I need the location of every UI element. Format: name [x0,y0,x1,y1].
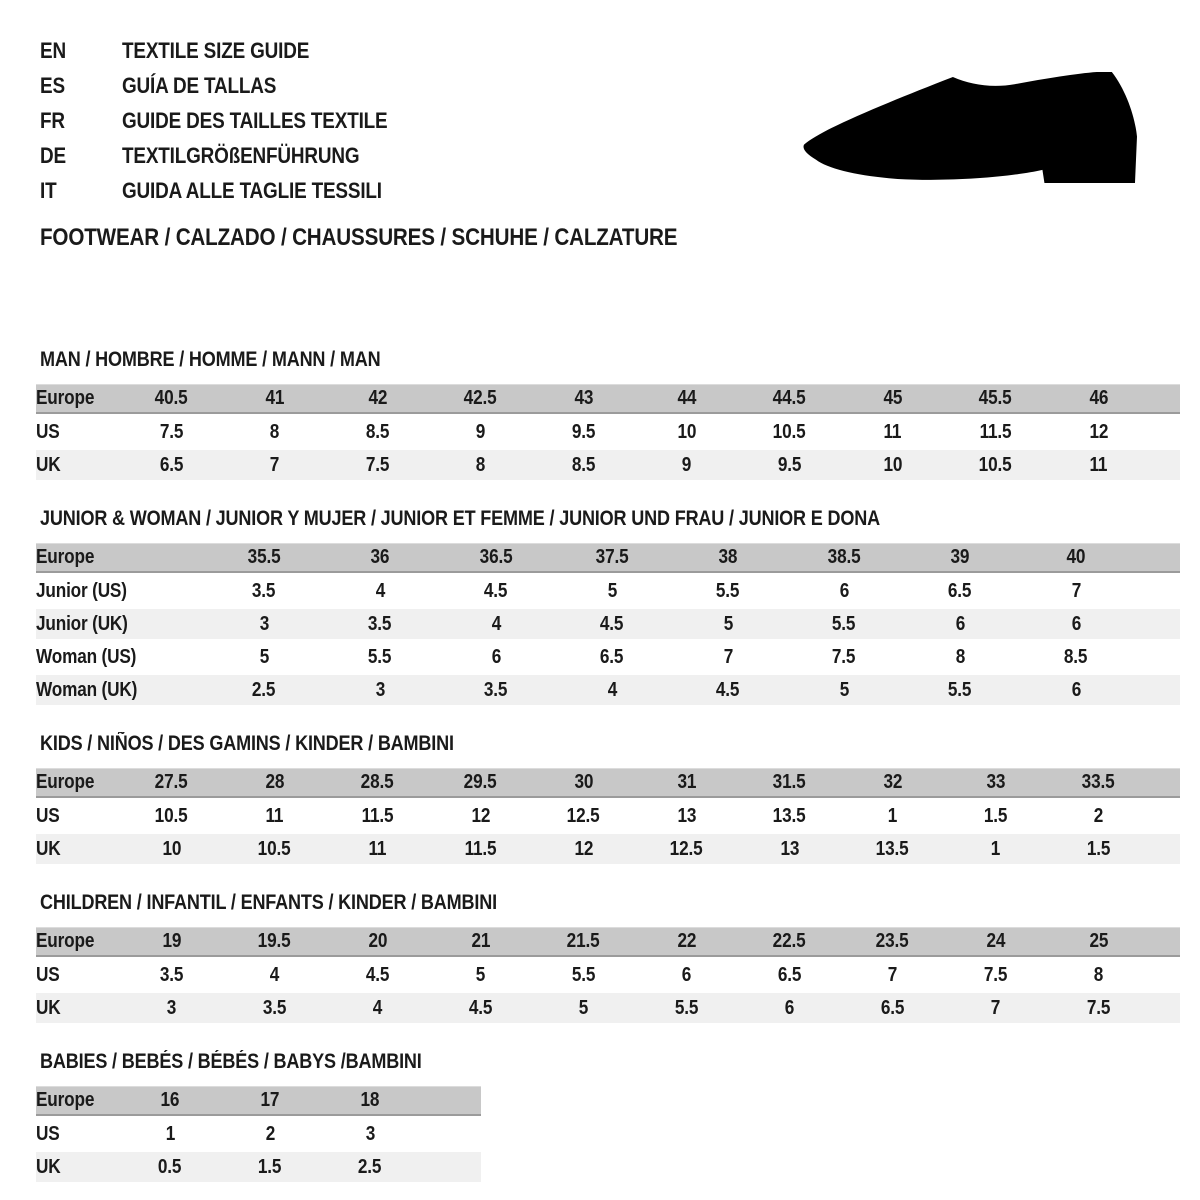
size-cell: 7.5 [1047,993,1150,1023]
size-cell: 0.5 [120,1152,220,1182]
size-cell: 6.5 [120,450,223,480]
size-cell: 12.5 [635,834,738,864]
filler-cell [420,1119,481,1149]
size-cell: 35.5 [206,543,322,573]
size-cell: 5 [206,642,322,672]
size-cell: 7 [1018,576,1134,606]
section-children [36,891,1180,1026]
size-cell: 3.5 [322,609,438,639]
size-cell: 4 [326,993,429,1023]
table-row [36,801,1180,831]
section-title: BABIES / BEBÉS / BÉBÉS / BABYS /BAMBINI [40,1050,422,1073]
row-label: Europe [36,1086,120,1116]
row-label: Europe [36,927,120,957]
size-cell: 1 [944,834,1047,864]
size-cell: 8.5 [532,450,635,480]
size-cell: 11.5 [326,801,429,831]
section-title: CHILDREN / INFANTIL / ENFANTS / KINDER / BAMBINI [40,891,497,914]
guide-title: TEXTILGRÖßENFÜHRUNG [122,143,360,168]
size-cell: 33.5 [1047,768,1150,798]
size-cell: 18 [320,1086,420,1116]
size-cell: 10 [635,417,738,447]
size-cell: 8.5 [326,417,429,447]
size-cell: 6 [902,609,1018,639]
filler-cell [1150,417,1180,447]
row-label: UK [36,834,120,864]
size-cell: 31 [635,768,738,798]
row-label: Woman (US) [36,642,206,672]
size-cell: 11.5 [944,417,1047,447]
table-row [36,1086,481,1116]
size-cell: 42.5 [429,384,532,414]
size-cell: 4.5 [554,609,670,639]
size-cell: 31.5 [738,768,841,798]
size-cell: 4.5 [438,576,554,606]
table-row [36,927,1180,957]
size-cell: 12 [1047,417,1150,447]
language-code: ES [40,73,65,98]
size-cell: 28 [223,768,326,798]
size-cell: 21 [429,927,532,957]
filler-cell [1150,768,1180,798]
size-cell: 3 [322,675,438,705]
size-cell: 2.5 [320,1152,420,1182]
size-cell: 7 [944,993,1047,1023]
size-cell: 5 [532,993,635,1023]
filler-cell [1150,801,1180,831]
size-cell: 17 [220,1086,320,1116]
size-cell: 44 [635,384,738,414]
size-cell: 44.5 [738,384,841,414]
size-cell: 3.5 [438,675,554,705]
guide-title: TEXTILE SIZE GUIDE [122,38,310,63]
size-cell: 12.5 [532,801,635,831]
filler-cell [1150,834,1180,864]
size-table-junior-woman [36,540,1180,708]
size-cell: 6.5 [738,960,841,990]
shoe-icon [802,72,1138,185]
row-label: UK [36,450,120,480]
section-title: MAN / HOMBRE / HOMME / MANN / MAN [40,348,381,371]
filler-cell [1150,993,1180,1023]
size-cell: 1 [120,1119,220,1149]
size-cell: 12 [532,834,635,864]
size-cell: 5 [786,675,902,705]
size-cell: 13 [635,801,738,831]
size-cell: 38 [670,543,786,573]
size-cell: 4 [322,576,438,606]
size-cell: 22 [635,927,738,957]
size-cell: 8 [902,642,1018,672]
size-cell: 43 [532,384,635,414]
guide-title: GUÍA DE TALLAS [122,73,277,98]
size-cell: 9 [429,417,532,447]
row-label: US [36,1119,120,1149]
size-cell: 10.5 [120,801,223,831]
row-label: US [36,960,120,990]
size-cell: 37.5 [554,543,670,573]
size-cell: 8 [223,417,326,447]
size-cell: 6 [635,960,738,990]
size-cell: 6 [1018,675,1134,705]
size-cell: 3.5 [206,576,322,606]
size-cell: 2 [220,1119,320,1149]
row-label: US [36,801,120,831]
guide-title: GUIDA ALLE TAGLIE TESSILI [122,178,383,203]
size-cell: 10.5 [738,417,841,447]
size-cell: 4.5 [326,960,429,990]
size-cell: 40.5 [120,384,223,414]
size-cell: 5 [429,960,532,990]
table-row [36,642,1180,672]
filler-cell [1150,384,1180,414]
filler-cell [1134,543,1180,573]
size-cell: 46 [1047,384,1150,414]
size-cell: 9.5 [738,450,841,480]
size-table-man [36,381,1180,483]
size-cell: 25 [1047,927,1150,957]
size-cell: 6 [738,993,841,1023]
table-row [36,609,1180,639]
table-row [36,384,1180,414]
size-cell: 1.5 [944,801,1047,831]
size-cell: 5.5 [532,960,635,990]
row-label: Europe [36,543,206,573]
size-cell: 4 [223,960,326,990]
filler-cell [1134,576,1180,606]
size-cell: 3 [120,993,223,1023]
filler-cell [1150,960,1180,990]
row-label: US [36,417,120,447]
size-cell: 3.5 [223,993,326,1023]
table-row [36,768,1180,798]
size-cell: 6.5 [554,642,670,672]
size-cell: 23.5 [841,927,944,957]
size-cell: 5 [554,576,670,606]
table-row [36,1119,481,1149]
row-label: UK [36,993,120,1023]
table-row [36,543,1180,573]
size-cell: 36 [322,543,438,573]
size-cell: 13.5 [738,801,841,831]
size-cell: 29.5 [429,768,532,798]
row-label: Europe [36,384,120,414]
language-code: IT [40,178,57,203]
size-cell: 22.5 [738,927,841,957]
filler-cell [420,1152,481,1182]
table-row [36,960,1180,990]
size-cell: 7.5 [326,450,429,480]
size-cell: 5.5 [670,576,786,606]
size-cell: 7.5 [786,642,902,672]
size-cell: 10.5 [944,450,1047,480]
section-junior-woman [36,507,1180,708]
language-code: EN [40,38,66,63]
size-cell: 13 [738,834,841,864]
size-cell: 13.5 [841,834,944,864]
size-cell: 20 [326,927,429,957]
size-cell: 5.5 [902,675,1018,705]
size-cell: 33 [944,768,1047,798]
table-row [36,1152,481,1182]
size-cell: 11 [841,417,944,447]
size-cell: 19.5 [223,927,326,957]
language-row [40,33,1180,68]
size-cell: 6.5 [902,576,1018,606]
size-table-kids [36,765,1180,867]
size-cell: 2.5 [206,675,322,705]
size-cell: 10 [120,834,223,864]
language-code: FR [40,108,65,133]
size-cell: 8.5 [1018,642,1134,672]
size-cell: 7.5 [120,417,223,447]
size-cell: 7 [670,642,786,672]
size-cell: 45.5 [944,384,1047,414]
guide-title: GUIDE DES TAILLES TEXTILE [122,108,388,133]
size-cell: 11 [326,834,429,864]
size-cell: 5 [670,609,786,639]
size-cell: 4.5 [429,993,532,1023]
size-cell: 2 [1047,801,1150,831]
section-man [36,348,1180,483]
section-babies [36,1050,1180,1185]
size-cell: 11 [223,801,326,831]
size-cell: 32 [841,768,944,798]
size-cell: 28.5 [326,768,429,798]
filler-cell [1150,927,1180,957]
size-cell: 27.5 [120,768,223,798]
size-cell: 1.5 [220,1152,320,1182]
size-cell: 21.5 [532,927,635,957]
size-cell: 45 [841,384,944,414]
size-cell: 5.5 [635,993,738,1023]
table-row [36,417,1180,447]
section-title: KIDS / NIÑOS / DES GAMINS / KINDER / BAMBINI [40,732,454,755]
filler-cell [1134,642,1180,672]
size-cell: 1.5 [1047,834,1150,864]
size-cell: 8 [1047,960,1150,990]
size-table-babies [36,1083,481,1185]
size-cell: 39 [902,543,1018,573]
size-cell: 1 [841,801,944,831]
row-label: Europe [36,768,120,798]
section-kids [36,732,1180,867]
size-cell: 9 [635,450,738,480]
table-row [36,450,1180,480]
size-cell: 3 [206,609,322,639]
filler-cell [420,1086,481,1116]
size-cell: 10 [841,450,944,480]
size-cell: 7 [841,960,944,990]
category-heading: FOOTWEAR / CALZADO / CHAUSSURES / SCHUHE / CALZATURE [40,224,678,251]
size-cell: 5.5 [322,642,438,672]
filler-cell [1150,450,1180,480]
size-cell: 7 [223,450,326,480]
filler-cell [1134,675,1180,705]
size-cell: 24 [944,927,1047,957]
size-cell: 6 [786,576,902,606]
size-table-children [36,924,1180,1026]
row-label: UK [36,1152,120,1182]
size-cell: 16 [120,1086,220,1116]
size-cell: 12 [429,801,532,831]
size-cell: 7.5 [944,960,1047,990]
size-cell: 9.5 [532,417,635,447]
size-cell: 36.5 [438,543,554,573]
size-cell: 11 [1047,450,1150,480]
size-cell: 6 [438,642,554,672]
size-cell: 6.5 [841,993,944,1023]
size-cell: 5.5 [786,609,902,639]
size-cell: 19 [120,927,223,957]
size-cell: 6 [1018,609,1134,639]
section-title: JUNIOR & WOMAN / JUNIOR Y MUJER / JUNIOR ET FEMME / JUNIOR UND FRAU / JUNIOR E DONA [40,507,880,530]
table-row [36,576,1180,606]
row-label: Junior (US) [36,576,206,606]
row-label: Woman (UK) [36,675,206,705]
table-row [36,675,1180,705]
size-cell: 3.5 [120,960,223,990]
size-cell: 4 [554,675,670,705]
size-cell: 11.5 [429,834,532,864]
row-label: Junior (UK) [36,609,206,639]
size-cell: 8 [429,450,532,480]
size-cell: 10.5 [223,834,326,864]
size-cell: 4 [438,609,554,639]
size-cell: 41 [223,384,326,414]
size-cell: 30 [532,768,635,798]
size-cell: 38.5 [786,543,902,573]
filler-cell [1134,609,1180,639]
size-cell: 4.5 [670,675,786,705]
language-code: DE [40,143,66,168]
size-cell: 42 [326,384,429,414]
table-row [36,834,1180,864]
size-cell: 40 [1018,543,1134,573]
size-cell: 3 [320,1119,420,1149]
table-row [36,993,1180,1023]
